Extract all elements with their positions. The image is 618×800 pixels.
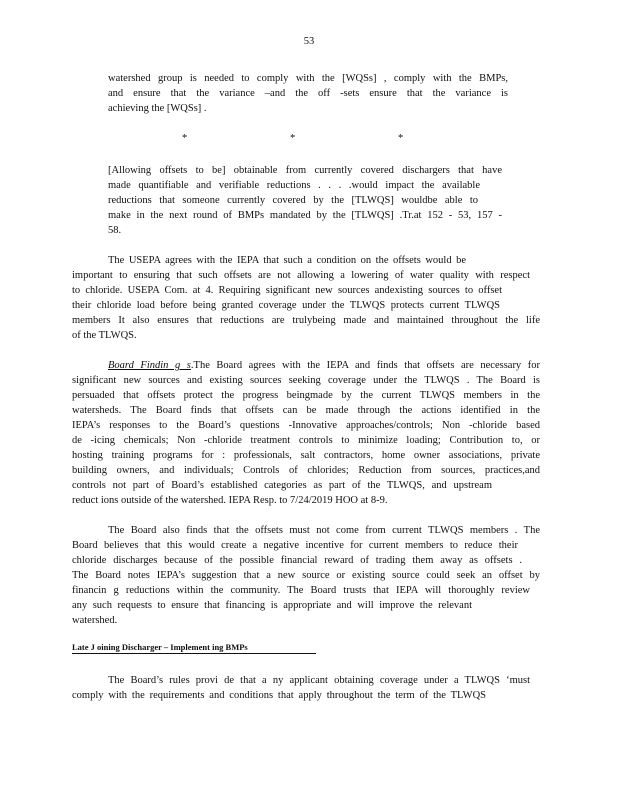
quote-line: watershed group is needed to comply with the [WQSs] , comply with the BMPs, bbox=[108, 73, 508, 84]
asterisk: * bbox=[290, 133, 296, 144]
text-line bbox=[72, 358, 540, 373]
text-line: The Board’s rules provi de that a ny applicant obtaining coverage under a TLWQS ‘must bbox=[108, 675, 530, 686]
text-line: controls not part of Board’s established categories as part of the TLWQS, and upstream bbox=[72, 480, 492, 491]
asterisk: * bbox=[398, 133, 404, 144]
text-line: The Board notes IEPA’s suggestion that a new source or existing source could seek an offset by bbox=[72, 570, 540, 581]
text-line: persuaded that offsets protect the progress beingmade by the current TLWQS members in the bbox=[72, 390, 540, 401]
text-line: reduct ions outside of the watershed. IEPA Resp. to 7/24/2019 HOO at 8-9. bbox=[72, 495, 388, 506]
text-line: The Board also finds that the offsets must not come from current TLWQS members . The bbox=[108, 525, 540, 536]
text-line: chloride discharges because of the possible financial reward of trading them away as offsets . bbox=[72, 555, 522, 566]
text-line: IEPA’s responses to the Board’s questions -Innovative approaches/controls; Non -chloride based bbox=[72, 420, 540, 431]
block-quote-1 bbox=[108, 71, 508, 116]
quote-line: made quantifiable and verifiable reductions . . . .would impact the available bbox=[108, 180, 480, 191]
page-number: 53 bbox=[303, 36, 315, 47]
asterisk: * bbox=[182, 133, 188, 144]
text-run: .The Board agrees with the IEPA and finds that offsets are necessary for bbox=[190, 360, 540, 371]
text-line: important to ensuring that such offsets are not allowing a lowering of water quality with respect bbox=[72, 270, 530, 281]
text-line: financin g reductions within the community. The Board trusts that IEPA will thoroughly review bbox=[72, 585, 530, 596]
paragraph-rules bbox=[72, 673, 540, 703]
text-line: de -icing chemicals; Non -chloride treatment controls to minimize loading; Contribution to, or bbox=[72, 435, 540, 446]
text-line: watersheds. The Board finds that offsets can be made through the actions identified in the bbox=[72, 405, 540, 416]
quote-line: [Allowing offsets to be] obtainable from currently covered dischargers that have bbox=[108, 165, 502, 176]
text-line: watershed. bbox=[72, 615, 118, 626]
text-line: significant new sources and existing sources seeking coverage under the TLWQS . The Board is bbox=[72, 375, 540, 386]
quote-line: 58. bbox=[108, 225, 122, 236]
section-subheading: Late J oining Discharger – Implement ing BMPs bbox=[72, 642, 316, 654]
quote-line: achieving the [WQSs] . bbox=[108, 103, 207, 114]
board-findings-heading: Board Findin g s bbox=[108, 360, 191, 371]
paragraph-offsets bbox=[72, 523, 540, 628]
text-line: comply with the requirements and conditions that apply throughout the term of the TLWQS bbox=[72, 690, 486, 701]
text-line: The USEPA agrees with the IEPA that such a condition on the offsets would be bbox=[108, 255, 466, 266]
text-line: any such requests to ensure that financing is appropriate and will improve the relevant bbox=[72, 600, 472, 611]
text-line: building owners, and individuals; Controls of chlorides; Reduction from sources, practices,and bbox=[72, 465, 540, 476]
text-line: members It also ensures that reductions are trulybeing made and maintained throughout the life bbox=[72, 315, 540, 326]
text-line: to chloride. USEPA Com. at 4. Requiring significant new sources andexisting sources to offset bbox=[72, 285, 502, 296]
text-line: their chloride load before being granted coverage under the TLWQS protects current TLWQS bbox=[72, 300, 500, 311]
quote-line: reductions that someone currently covered by the [TLWQS] wouldbe able to bbox=[108, 195, 478, 206]
text-line: hosting training programs for : professionals, salt contractors, home owner associations, private bbox=[72, 450, 540, 461]
text-line: Board believes that this would create a negative incentive for current members to reduce their bbox=[72, 540, 518, 551]
paragraph-board-findings bbox=[72, 358, 540, 508]
quote-line: make in the next round of BMPs mandated by the [TLWQS] .Tr.at 152 - 53, 157 - bbox=[108, 210, 502, 221]
quote-line: and ensure that the variance –and the off -sets ensure that the variance is bbox=[108, 88, 508, 99]
block-quote-2 bbox=[108, 163, 502, 238]
paragraph-usepa bbox=[72, 253, 540, 343]
text-line: of the TLWQS. bbox=[72, 330, 137, 341]
